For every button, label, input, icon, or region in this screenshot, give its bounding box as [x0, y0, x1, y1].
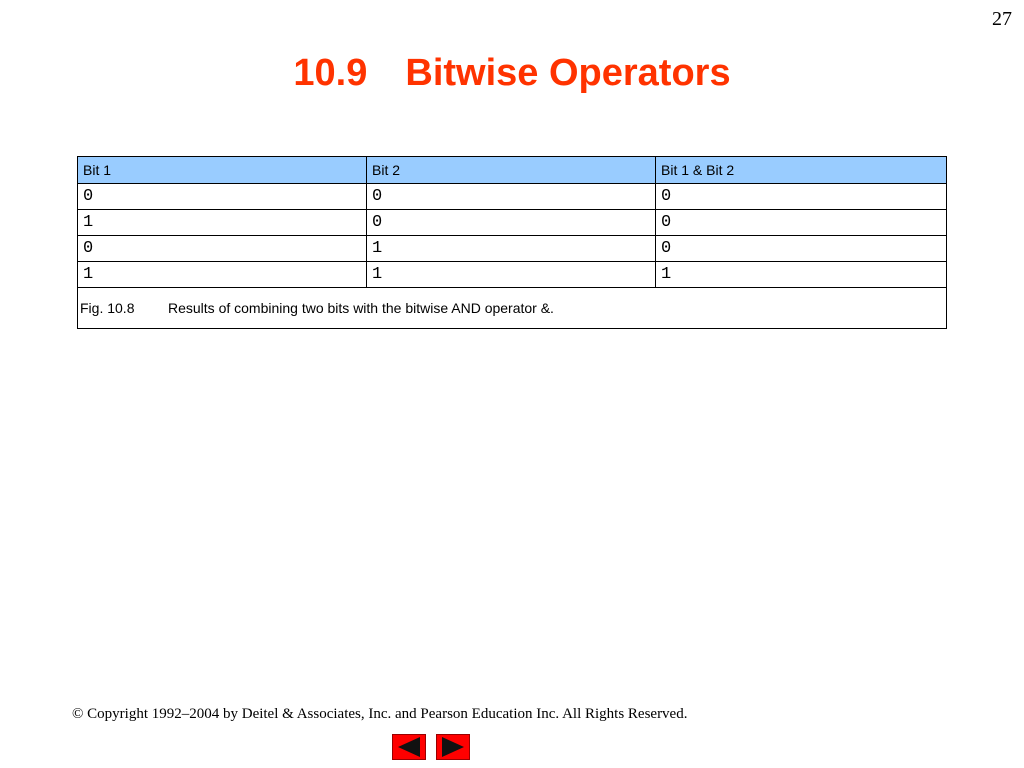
table-cell: 1: [367, 236, 656, 262]
table-cell: 0: [367, 184, 656, 210]
table-cell: 0: [656, 184, 947, 210]
table-cell: 0: [78, 184, 367, 210]
column-header-result: Bit 1 & Bit 2: [656, 157, 947, 184]
table-row: [78, 210, 947, 236]
section-title: Bitwise Operators: [405, 52, 731, 94]
truth-table: [77, 156, 947, 329]
page-number: 27: [992, 8, 1012, 30]
figure-caption: [78, 288, 947, 329]
left-arrow-icon: [398, 737, 420, 757]
table-cell: 1: [78, 210, 367, 236]
section-number: 10.9: [293, 52, 368, 94]
figure-number: Fig. 10.8: [80, 300, 135, 316]
table-cell: 0: [367, 210, 656, 236]
table-row: [78, 184, 947, 210]
slide-title: [0, 52, 1024, 95]
table-cell: 1: [78, 262, 367, 288]
table-row: [78, 236, 947, 262]
table-cell: 0: [656, 236, 947, 262]
column-header-bit1: Bit 1: [78, 157, 367, 184]
caption-text: Results of combining two bits with the bitwise AND operator &.: [168, 300, 554, 316]
right-arrow-icon: [442, 737, 464, 757]
table-header-row: [78, 157, 947, 184]
copyright-notice: © Copyright 1992–2004 by Deitel & Associates, Inc. and Pearson Education Inc. All Rights Reserved.: [72, 706, 688, 722]
table-cell: 1: [656, 262, 947, 288]
table-cell: 0: [78, 236, 367, 262]
previous-slide-button[interactable]: [392, 734, 426, 760]
table-cell: 0: [656, 210, 947, 236]
table-caption-row: [78, 288, 947, 329]
column-header-bit2: Bit 2: [367, 157, 656, 184]
table-cell: 1: [367, 262, 656, 288]
table-row: [78, 262, 947, 288]
next-slide-button[interactable]: [436, 734, 470, 760]
